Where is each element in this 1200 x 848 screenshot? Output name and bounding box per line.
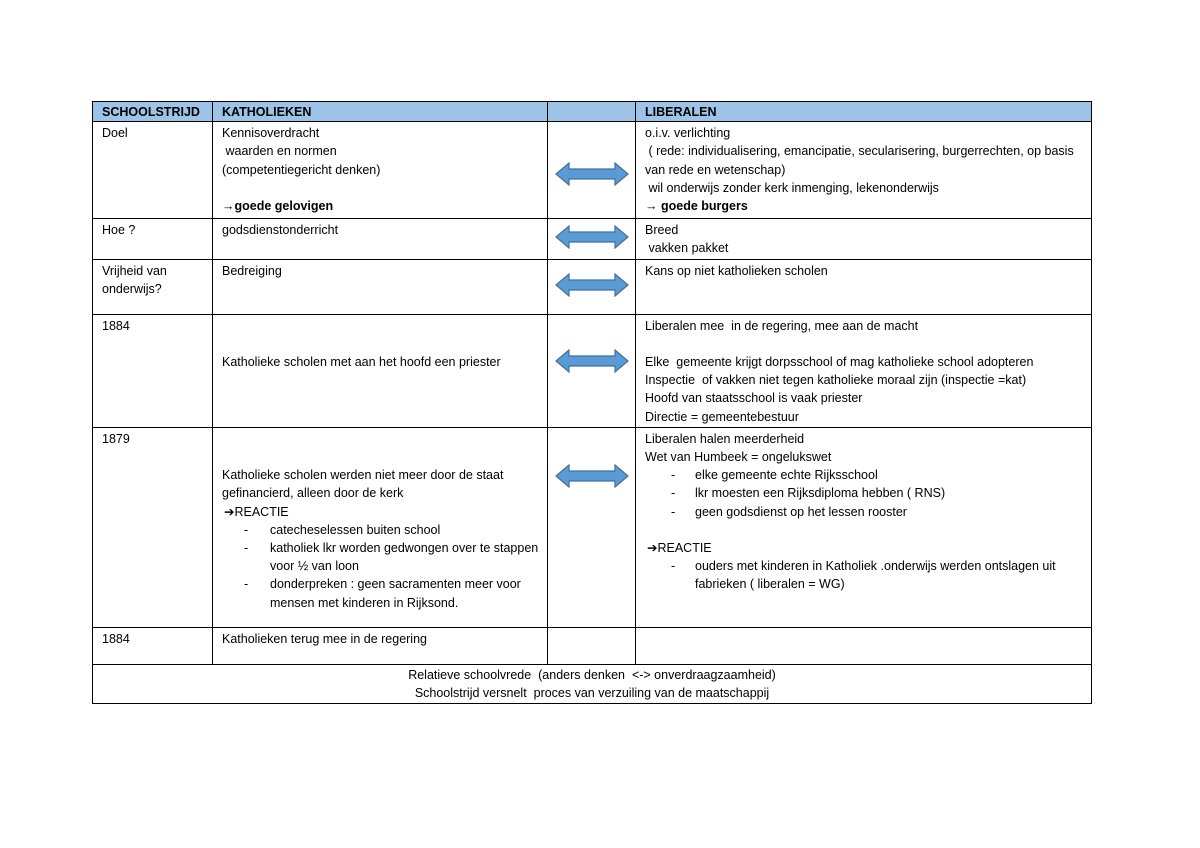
double-arrow-icon [555,225,629,249]
footer-line: Relatieve schoolvrede (anders denken <-> onverdraagzaamheid) [408,667,776,682]
cell-line: Liberalen mee in de regering, mee aan de macht [645,318,919,333]
arrow-cell [548,219,636,259]
header-row [93,102,1092,122]
list-item: - catecheselessen buiten school [222,521,541,539]
row-label: 1884 [93,314,213,427]
list-item: - donderpreken : geen sacramenten meer voor mensen met kinderen in Rijksond. [222,575,541,611]
katholieken-cell [213,219,548,259]
katholieken-cell [213,627,548,664]
table-row [93,122,1092,219]
cell-line: (competentiegericht denken) [222,162,381,177]
liberalen-reactie-list [645,557,1085,593]
cell-line: Kans op niet katholieken scholen [645,263,828,278]
arrow-cell [548,122,636,219]
table-row [93,259,1092,314]
cell-line: →goede gelovigen [222,199,334,213]
header-liberalen: LIBERALEN [636,102,1092,122]
cell-line: wil onderwijs zonder kerk inmenging, lekenonderwijs [645,180,939,195]
liberalen-cell [636,219,1092,259]
reactie-label: ➔REACTIE [647,541,712,556]
schoolstrijd-table [92,101,1092,704]
table-row [93,314,1092,427]
liberalen-cell [636,122,1092,219]
cell-line: Wet van Humbeek = ongelukswet [645,450,832,465]
row-label: Doel [93,122,213,219]
list-item: - ouders met kinderen in Katholiek .onderwijs werden ontslagen uit fabrieken ( liberalen = WG) [645,557,1085,593]
cell-line: o.i.v. verlichting [645,126,731,141]
cell-line: Hoofd van staatsschool is vaak priester [645,391,863,406]
cell-line: → goede burgers [645,199,748,214]
row-label: 1884 [93,627,213,664]
cell-line: Liberalen halen meerderheid [645,431,805,446]
arrow-cell [548,427,636,627]
liberalen-cell [636,314,1092,427]
katholieken-cell [213,259,548,314]
footer-line: Schoolstrijd versnelt proces van verzuiling van de maatschappij [414,686,770,701]
row-label: 1879 [93,427,213,627]
arrow-cell [548,259,636,314]
cell-line: waarden en normen [222,144,337,159]
katholieken-cell [213,314,548,427]
cell-line: Kennisoverdracht [222,126,320,141]
spacer-line [645,521,1085,539]
table-row [93,427,1092,627]
list-item: - lkr moesten een Rijksdiploma hebben ( RNS) [645,484,1085,502]
cell-line [222,335,541,353]
cell-line: vakken pakket [645,241,729,256]
double-arrow-icon [555,162,629,186]
cell-line [645,630,1085,648]
liberalen-list [645,466,1085,521]
row-label: Vrijheid van onderwijs? [93,259,213,314]
row-label: Hoe ? [93,219,213,259]
cell-line [645,335,1085,353]
cell-line: Bedreiging [222,263,282,278]
cell-line: Katholieke scholen werden niet meer door de staat gefinancierd, alleen door de kerk [222,468,507,501]
cell-line: Inspectie of vakken niet tegen katholieke moraal zijn (inspectie =kat) [645,373,1027,388]
katholieken-cell [213,427,548,627]
double-arrow-icon [555,464,629,488]
liberalen-cell [636,259,1092,314]
list-item: - katholiek lkr worden gedwongen over te stappen voor ½ van loon [222,539,541,575]
list-item: - elke gemeente echte Rijksschool [645,466,1085,484]
empty-cell [548,627,636,664]
footer-cell [93,664,1092,703]
double-arrow-icon [555,273,629,297]
header-middle [548,102,636,122]
cell-line: Breed [645,223,679,238]
katholieken-cell [213,122,548,219]
table-row [93,627,1092,664]
table-row [93,219,1092,259]
cell-line: godsdienstonderricht [222,223,339,238]
liberalen-cell [636,627,1092,664]
header-katholieken: KATHOLIEKEN [213,102,548,122]
cell-line [222,317,541,335]
arrow-cell [548,314,636,427]
list-item: - geen godsdienst op het lessen rooster [645,503,1085,521]
cell-line [222,430,541,448]
reactie-label: ➔REACTIE [224,504,289,519]
footer-row [93,664,1092,703]
katholieken-reactie-list [222,521,541,612]
cell-line [222,179,541,197]
cell-line: ( rede: individualisering, emancipatie, secularisering, burgerrechten, op basis van rede en wetenschap) [645,144,1078,177]
cell-line: Elke gemeente krijgt dorpsschool of mag katholieke school adopteren [645,355,1034,369]
cell-line [222,448,541,466]
cell-line: Katholieken terug mee in de regering [222,631,427,646]
double-arrow-icon [555,349,629,373]
cell-line: Directie = gemeentebestuur [645,409,799,424]
liberalen-cell [636,427,1092,627]
cell-line: Katholieke scholen met aan het hoofd een priester [222,354,501,369]
header-schoolstrijd: SCHOOLSTRIJD [93,102,213,122]
